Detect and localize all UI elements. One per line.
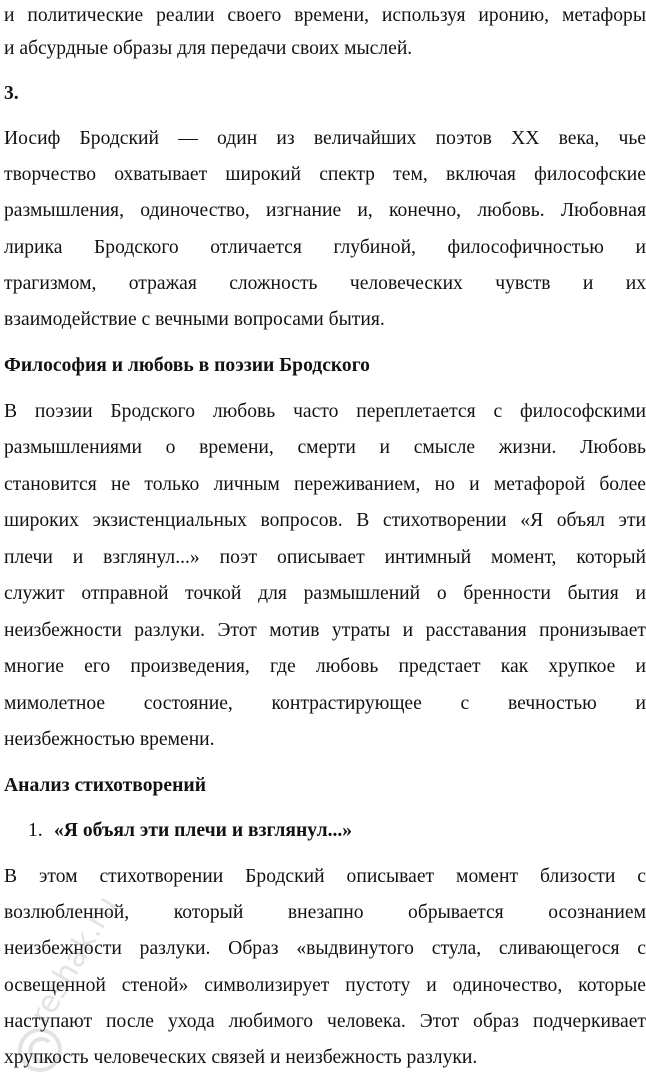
watermark (0, 860, 140, 1074)
paragraph-line: мимолетное состояние, контрастирующее с вечностью и (4, 693, 646, 714)
paragraph-line: неизбежности разлуки. Образ «выдвинутого стула, сливающегося с (4, 938, 646, 959)
list-item-number: 1. (28, 820, 43, 841)
paragraph-line: широких экзистенциальных вопросов. В стихотворении «Я объял эти (4, 510, 646, 531)
paragraph-line: освещенной стеной» символизирует пустоту и одиночество, которые (4, 975, 646, 996)
paragraph-line: В этом стихотворении Бродский описывает момент близости с (4, 866, 646, 887)
watermark-text: reshak.ru (23, 889, 125, 1030)
section-heading: Анализ стихотворений (4, 775, 206, 796)
paragraph-line: размышлениями о времени, смерти и смысле жизни. Любовь (4, 437, 646, 458)
paragraph-line: и абсурдные образы для передачи своих мыслей. (4, 38, 413, 59)
paragraph-line: трагизмом, отражая сложность человеческих чувств и их (4, 273, 646, 294)
paragraph-line: В поэзии Бродского любовь часто переплетается с философскими (4, 401, 646, 422)
paragraph-line: лирика Бродского отличается глубиной, философичностью и (4, 237, 646, 258)
section-heading: Философия и любовь в поэзии Бродского (4, 355, 370, 376)
paragraph-line: неизбежностью времени. (4, 729, 215, 750)
paragraph-line: взаимодействие с вечными вопросами бытия. (4, 309, 385, 330)
paragraph-line: и политические реалии своего времени, используя иронию, метафоры (4, 5, 646, 26)
paragraph-line: становится не только личным переживанием, но и метафорой более (4, 474, 646, 495)
paragraph-line: неизбежности разлуки. Этот мотив утраты и расставания пронизывает (4, 620, 646, 641)
copyright-icon (0, 860, 140, 1074)
paragraph-line: плечи и взглянул...» поэт описывает интимный момент, который (4, 547, 646, 568)
paragraph-line: служит отправной точкой для размышлений о бренности бытия и (4, 583, 646, 604)
paragraph-line: наступают после ухода любимого человека. Этот образ подчеркивает (4, 1011, 646, 1032)
paragraph-line: многие его произведения, где любовь предстает как хрупкое и (4, 656, 646, 677)
list-item-title: «Я объял эти плечи и взглянул...» (54, 820, 353, 841)
paragraph-line: размышления, одиночество, изгнание и, конечно, любовь. Любовная (4, 200, 646, 221)
paragraph-line: хрупкость человеческих связей и неизбежность разлуки. (4, 1047, 478, 1068)
paragraph-line: творчество охватывает широкий спектр тем, включая философские (4, 164, 646, 185)
paragraph-line: Иосиф Бродский — один из величайших поэтов XX века, чье (4, 128, 646, 149)
paragraph-line: возлюбленной, который внезапно обрывается осознанием (4, 902, 646, 923)
section-number: 3. (4, 83, 19, 104)
